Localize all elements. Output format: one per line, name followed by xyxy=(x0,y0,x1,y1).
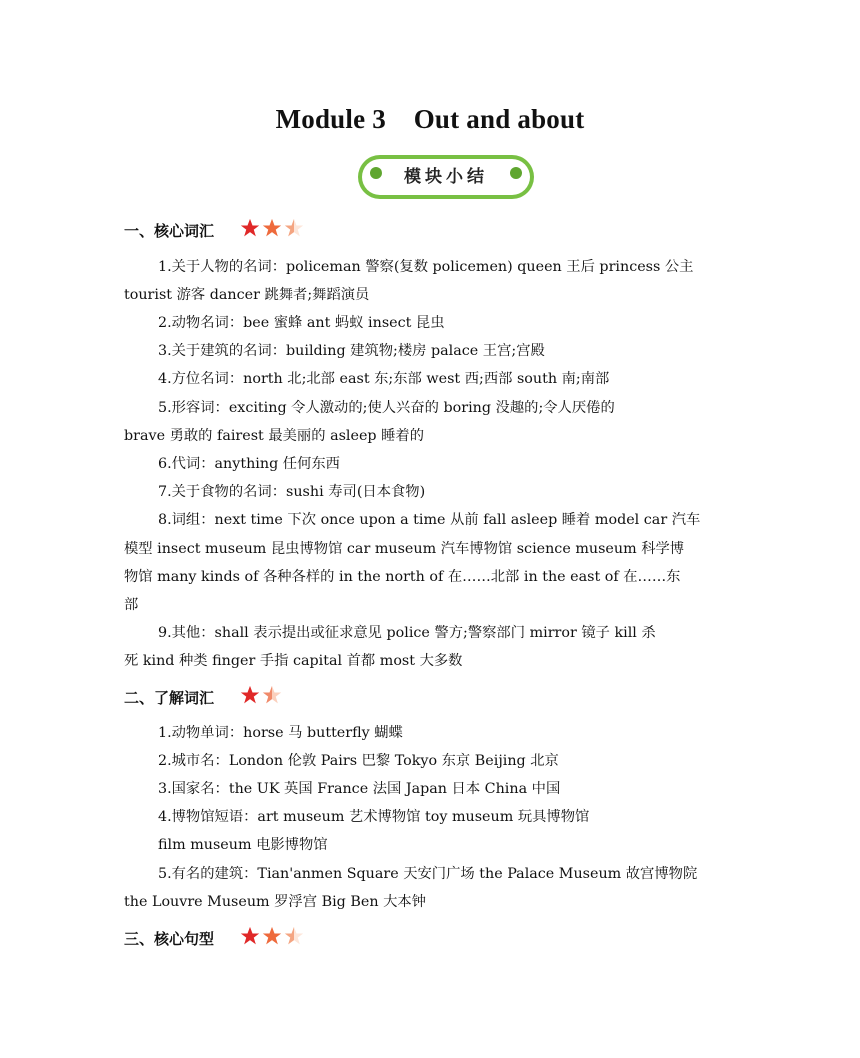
vocab-line: 3.国家名：the UK 英国 France 法国 Japan 日本 China 中国 xyxy=(158,781,561,797)
vocab-line: 8.词组：next time 下次 once upon a time 从前 fall asleep 睡着 model car 汽车 xyxy=(158,512,701,528)
star-half-icon xyxy=(262,685,282,705)
vocab-line: 4.博物馆短语：art museum 艺术博物馆 toy museum 玩具博物馆 xyxy=(158,809,590,825)
vocab-line: 7.关于食物的名词：sushi 寿司(日本食物) xyxy=(158,484,426,500)
badge-label: 模块小结 xyxy=(404,167,488,187)
section-heading-understand-vocab: 二、了解词汇 xyxy=(124,689,215,707)
page-title: Module 3 Out and about xyxy=(275,104,585,134)
vocab-line: tourist 游客 dancer 跳舞者;舞蹈演员 xyxy=(124,287,370,303)
rating-stars xyxy=(240,685,282,705)
vocab-line: 5.形容词：exciting 令人激动的;使人兴奋的 boring 没趣的;令人厌倦的 xyxy=(158,400,615,416)
vocab-line: 4.方位名词：north 北;北部 east 东;东部 west 西;西部 south 南;南部 xyxy=(158,371,610,387)
vocab-line: 模型 insect museum 昆虫博物馆 car museum 汽车博物馆 science museum 科学博 xyxy=(124,541,685,557)
vocab-line: 2.动物名词：bee 蜜蜂 ant 蚂蚁 insect 昆虫 xyxy=(158,315,445,331)
vocab-line: brave 勇敢的 fairest 最美丽的 asleep 睡着的 xyxy=(124,428,425,444)
star-half-icon xyxy=(284,218,304,238)
vocab-line: 5.有名的建筑：Tian'anmen Square 天安门广场 the Palace Museum 故宫博物院 xyxy=(158,866,698,882)
vocab-line: 部 xyxy=(124,597,139,613)
star-icon xyxy=(262,926,282,946)
vocab-line: 1.关于人物的名词：policeman 警察(复数 policemen) queen 王后 princess 公主 xyxy=(158,259,694,275)
star-icon xyxy=(262,218,282,238)
section-heading-core-vocab: 一、核心词汇 xyxy=(124,222,215,240)
star-icon xyxy=(240,926,260,946)
star-half-icon xyxy=(284,926,304,946)
section-heading-core-sentences: 三、核心句型 xyxy=(124,930,215,948)
star-icon xyxy=(240,218,260,238)
vocab-line: 物馆 many kinds of 各种各样的 in the north of 在……北部 in the east of 在……东 xyxy=(124,569,681,585)
vocab-line: 3.关于建筑的名词：building 建筑物;楼房 palace 王宫;宫殿 xyxy=(158,343,545,359)
vocab-line: 2.城市名：London 伦敦 Pairs 巴黎 Tokyo 东京 Beijing 北京 xyxy=(158,753,559,769)
star-icon xyxy=(240,685,260,705)
vocab-line: film museum 电影博物馆 xyxy=(158,837,328,853)
vocab-line: 9.其他：shall 表示提出或征求意见 police 警方;警察部门 mirror 镜子 kill 杀 xyxy=(158,625,656,641)
rating-stars xyxy=(240,926,304,946)
rating-stars xyxy=(240,218,304,238)
module-summary-badge xyxy=(358,155,534,199)
vocab-line: 6.代词：anything 任何东西 xyxy=(158,456,340,472)
vocab-line: 死 kind 种类 finger 手指 capital 首都 most 大多数 xyxy=(124,653,463,669)
vocab-line: the Louvre Museum 罗浮宫 Big Ben 大本钟 xyxy=(124,894,426,910)
vocab-line: 1.动物单词：horse 马 butterfly 蝴蝶 xyxy=(158,725,403,741)
